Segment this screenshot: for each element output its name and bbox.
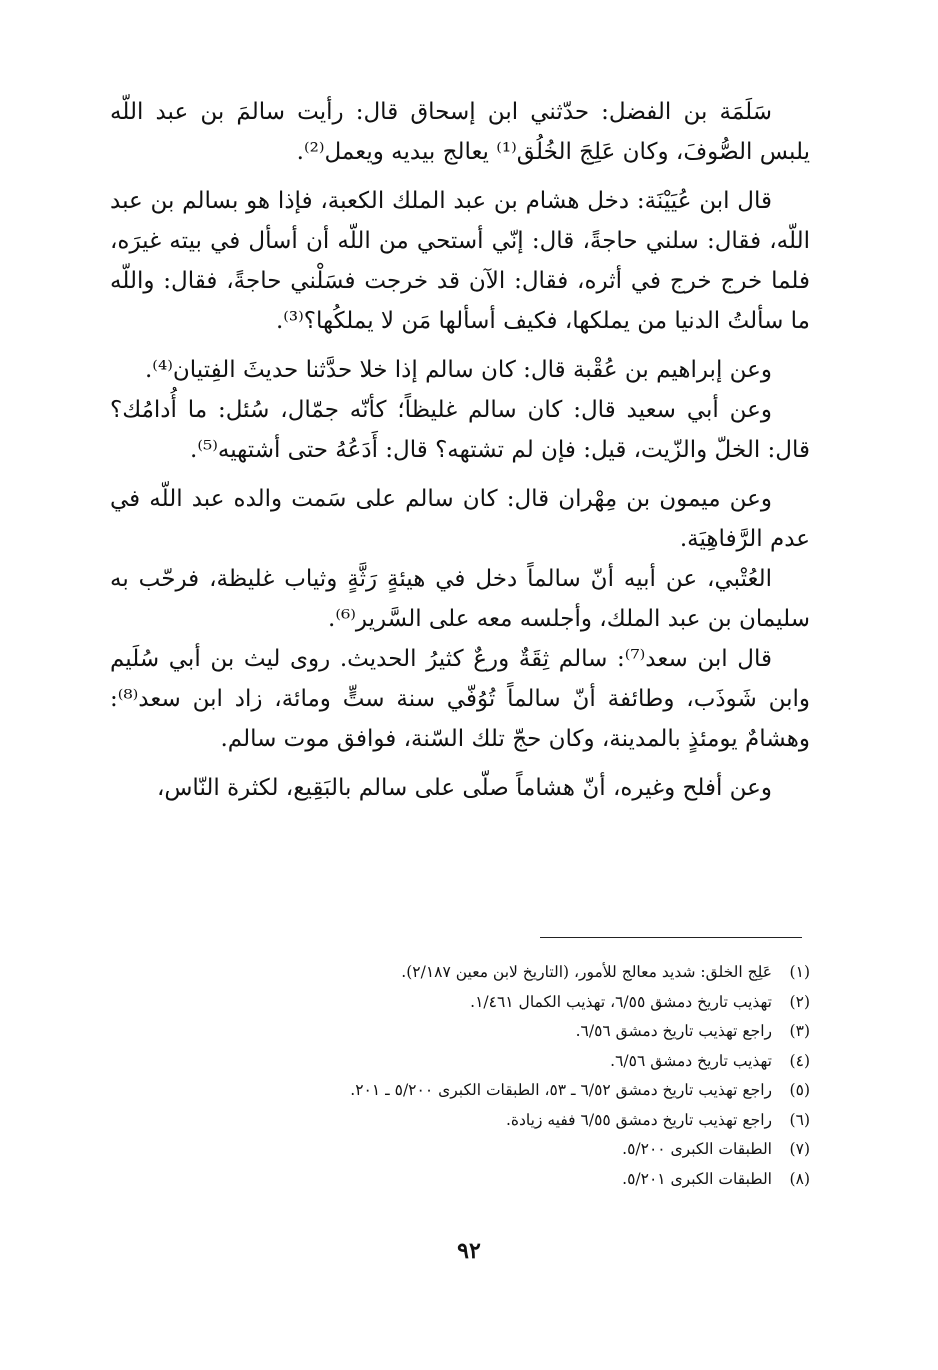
footnote-text: راجع تهذيب تاريخ دمشق ٦/٥٦. (575, 1022, 772, 1040)
footnote-text: الطبقات الكبرى ٥/٢٠١. (622, 1169, 772, 1188)
footnote-number: (٨) (789, 1169, 810, 1188)
footnote-number: (٤) (789, 1051, 810, 1070)
footnote-number: (١) (789, 963, 810, 981)
footnote (200, 1017, 810, 1047)
paragraph: قال ابن سعد⁽⁷⁾: سالم ثِقَةٌ ورعٌ كثيرُ الحديث. روى ليث بن أبي سُلَيم وابن شَوذَب، وطائفة أنّ سالماً تُوُفّي سنة ستٍّ ومائة، زاد ابن سعد⁽⁸⁾: وهشامٌ يومئذٍ بالمدينة، وكان حجّ تلك السّنة، فوافق موت سالم. (110, 646, 810, 752)
paragraph: العُتْبي، عن أبيه أنّ سالماً دخل في هيئةٍ رَثَّةٍ وثياب غليظة، فرحّب به سليمان بن عبد الملك، وأجلسه معه على السَّرير⁽⁶⁾. (110, 566, 810, 632)
footnote (200, 988, 810, 1018)
footnote (200, 1076, 810, 1106)
paragraph: وعن أبي سعيد قال: كان سالم غليظاً؛ كأنّه جمّال، سُئل: ما أُدامُك؟ قال: الخلّ والزّيت، قيل: فإن لم تشتهه؟ قال: أَدَعُهُ حتى أشتهيه⁽⁵⁾. (110, 397, 810, 463)
footnote-text: راجع تهذيب تاريخ دمشق ٦/٥٢ ـ ٥٣، الطبقات الكبرى ٥/٢٠٠ ـ ٢٠١. (350, 1081, 772, 1099)
footnote (200, 1106, 810, 1136)
footnote-separator (540, 937, 802, 938)
paragraph: وعن ميمون بن مِهْران قال: كان سالم على سَمت والده عبد اللّه في عدم الرَّفاهِيَة. (110, 486, 810, 552)
footnote (200, 1165, 810, 1195)
footnote-text: عَلِج الخلق: شديد معالج للأمور، (التاريخ لابن معين ٢/١٨٧). (401, 963, 772, 981)
footnote (200, 1135, 810, 1165)
footnote-text: تهذيب تاريخ دمشق ٦/٥٦. (610, 1051, 772, 1070)
footnote (200, 1047, 810, 1077)
footnote-number: (٥) (789, 1081, 810, 1099)
footnote-number: (٢) (789, 992, 810, 1011)
footnote-number: (٦) (789, 1110, 810, 1129)
footnote-text: الطبقات الكبرى ٥/٢٠٠. (622, 1140, 772, 1158)
footnote-text: تهذيب تاريخ دمشق ٦/٥٥، تهذيب الكمال ١/٤٦١. (470, 992, 772, 1011)
paragraph: وعن إبراهيم بن عُقْبة قال: كان سالم إذا خلا حدَّثنا حديثَ الفِتيان⁽⁴⁾. (145, 357, 772, 383)
page-number: ٩٢ (457, 1238, 481, 1264)
footnotes (200, 958, 810, 1194)
paragraph: قال ابن عُيَيْنَة: دخل هشام بن عبد الملك الكعبة، فإذا هو بسالم بن عبد اللّه، فقال: سلني حاجةً، قال: إنّي أستحي من اللّه أن أسأل في بيته غيرَه، فلما خرج خرج في أثره، فقال: الآن قد خرجت فسَلْني حاجةً، فقال: واللّه ما سألتُ الدنيا من يملكها، فكيف أسألها مَن لا يملكُها؟⁽³⁾. (110, 188, 810, 334)
paragraph: وعن أفلح وغيره، أنّ هشاماً صلّى على سالم بالبَقِيع، لكثرة النّاس، (156, 775, 772, 801)
footnote-number: (٣) (789, 1022, 810, 1040)
paragraph: سَلَمَة بن الفضل: حدّثني ابن إسحاق قال: رأيت سالمَ بن عبد اللّه يلبس الصُّوفَ، وكان عَلِجَ الخُلُق⁽¹⁾ يعالج بيديه ويعمل⁽²⁾. (110, 99, 810, 165)
footnote-number: (٧) (789, 1140, 810, 1158)
main-text (110, 92, 810, 808)
footnote-text: راجع تهذيب تاريخ دمشق ٦/٥٥ ففيه زيادة. (505, 1110, 772, 1129)
footnote (200, 958, 810, 988)
